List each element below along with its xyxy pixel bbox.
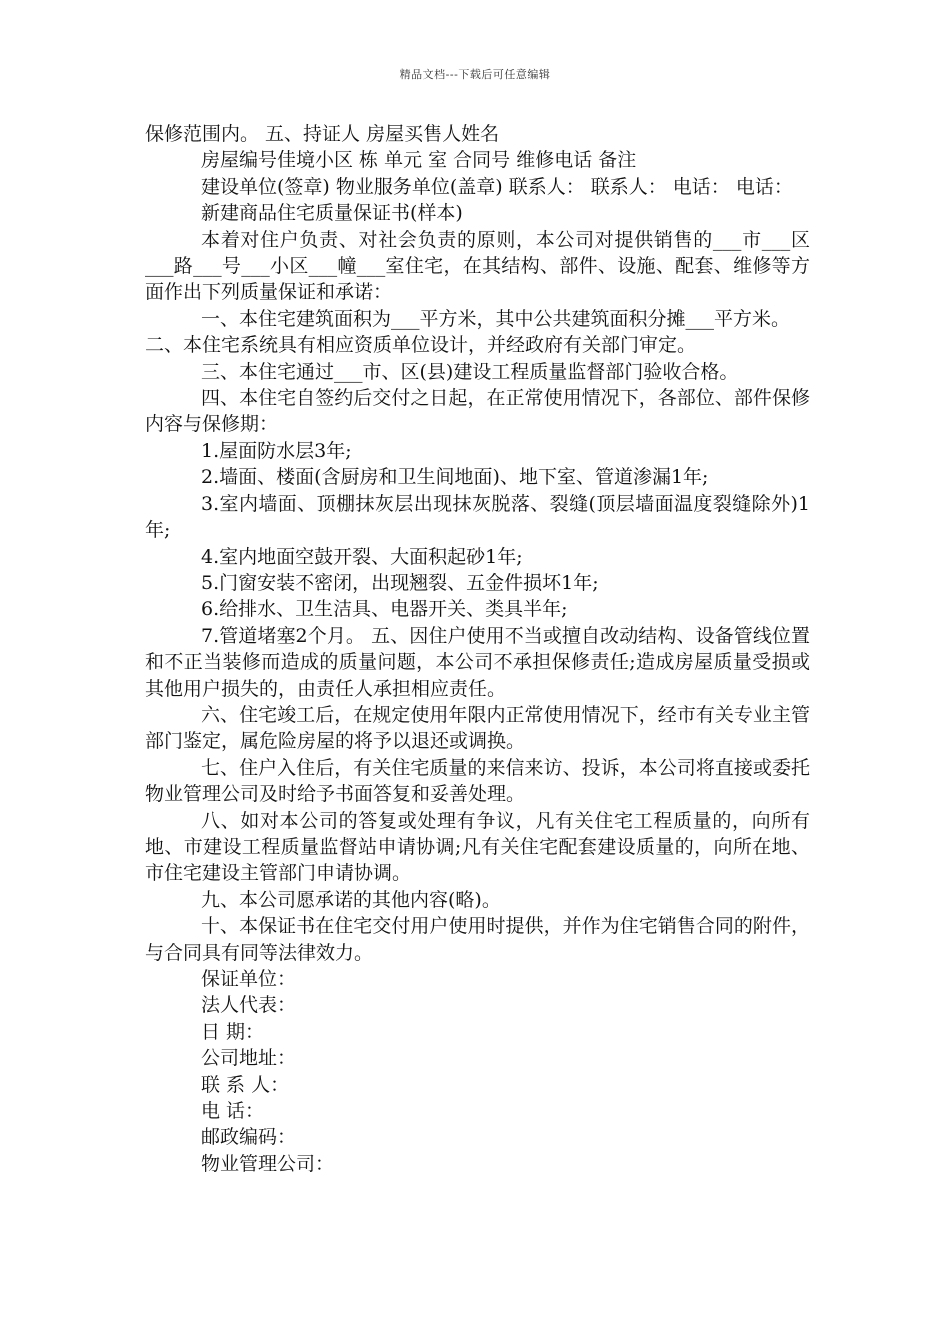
clause-2: 二、本住宅系统具有相应资质单位设计，并经政府有关部门审定。 xyxy=(145,334,697,357)
document-title: 新建商品住宅质量保证书(样本) xyxy=(201,202,463,225)
field-postal-code: 邮政编码： xyxy=(201,1126,297,1149)
page-header: 精品文档---下载后可任意编辑 xyxy=(399,68,551,81)
warranty-item-4: 4.室内地面空鼓开裂、大面积起砂1年; xyxy=(201,545,523,568)
field-property-management: 物业管理公司： xyxy=(201,1152,335,1175)
warranty-item-1: 1.屋面防水层3年; xyxy=(201,439,352,462)
warranty-item-3: 3.室内墙面、顶棚抹灰层出现抹灰脱落、裂缝(顶层墙面温度裂缝除外)1年; xyxy=(145,492,810,542)
warranty-item-7-clause-5: 7.管道堵塞2个月。 五、因住户使用不当或擅自改动结构、设备管线位置和不正当装修而造成的质量问题，本公司不承担保修责任;造成房屋质量受损或其他用户损失的，由责任人承担相应责任。 xyxy=(145,624,810,700)
clause-9: 九、本公司愿承诺的其他内容(略)。 xyxy=(201,888,501,911)
field-contact-person: 联 系 人： xyxy=(201,1073,290,1096)
field-date: 日 期： xyxy=(201,1020,265,1043)
paragraph-warranty-scope: 保修范围内。 五、持证人 房屋买售人姓名 xyxy=(145,123,500,145)
clause-3: 三、本住宅通过___市、区(县)建设工程质量监督部门验收合格。 xyxy=(201,360,739,383)
warranty-item-5: 5.门窗安装不密闭，出现翘裂、五金件损坏1年; xyxy=(201,571,599,594)
document-body xyxy=(145,121,810,1177)
warranty-item-2: 2.墙面、楼面(含厨房和卫生间地面)、地下室、管道渗漏1年; xyxy=(201,466,709,489)
field-legal-representative: 法人代表： xyxy=(201,994,297,1017)
paragraph-signatures: 建设单位(签章) 物业服务单位(盖章) 联系人： 联系人： 电话： 电话： xyxy=(201,175,793,198)
paragraph-house-number: 房屋编号佳境小区 栋 单元 室 合同号 维修电话 备注 xyxy=(201,149,637,172)
clause-7: 七、住户入住后，有关住宅质量的来信来访、投诉，本公司将直接或委托物业管理公司及时给予书面答复和妥善处理。 xyxy=(145,756,810,806)
field-company-address: 公司地址： xyxy=(201,1047,297,1070)
clause-8: 八、如对本公司的答复或处理有争议，凡有关住宅工程质量的，向所有地、市建设工程质量监督站申请协调;凡有关住宅配套建设质量的，向所在地、市住宅建设主管部门申请协调。 xyxy=(145,809,810,885)
warranty-item-6: 6.给排水、卫生洁具、电器开关、类具半年; xyxy=(201,598,568,621)
clause-1: 一、本住宅建筑面积为___平方米，其中公共建筑面积分摊___平方米。 xyxy=(201,307,791,330)
field-phone: 电 话： xyxy=(201,1100,265,1123)
clause-6: 六、住宅竣工后，在规定使用年限内正常使用情况下，经市有关专业主管部门鉴定，属危险房屋的将予以退还或调换。 xyxy=(145,703,810,753)
clause-4: 四、本住宅自签约后交付之日起，在正常使用情况下，各部位、部件保修内容与保修期： xyxy=(145,387,810,436)
clause-10: 十、本保证书在住宅交付用户使用时提供，并作为住宅销售合同的附件，与合同具有同等法律效力。 xyxy=(145,915,810,964)
paragraph-preamble: 本着对住户负责、对社会负责的原则，本公司对提供销售的___市___区___路___号___小区___幢___室住宅，在其结构、部件、设施、配套、维修等方面作出下列质量保证和承诺： xyxy=(145,228,810,304)
field-guarantor: 保证单位： xyxy=(201,968,297,990)
